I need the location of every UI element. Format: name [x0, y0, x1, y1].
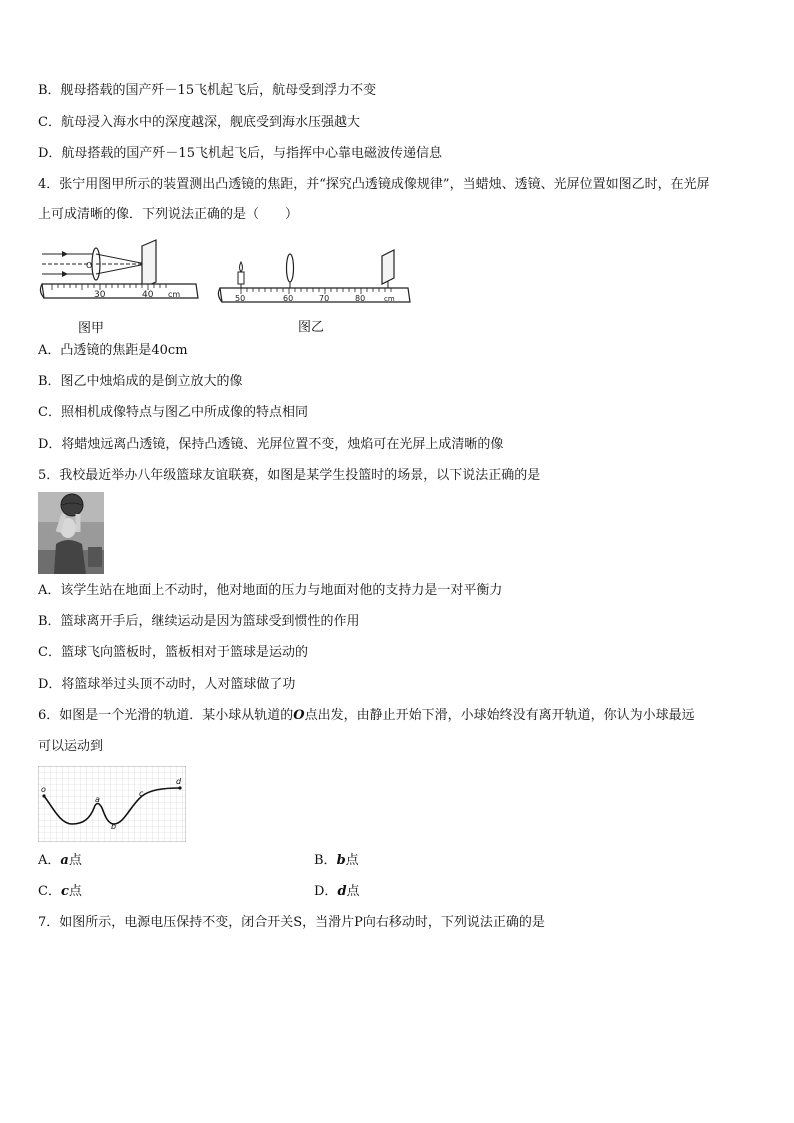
- basketball-player-photo: [38, 492, 104, 574]
- q6-option-c: [38, 883, 82, 901]
- q6-option-b-suffix: 点: [345, 853, 359, 868]
- q6-option-a-prefix: A．: [38, 853, 61, 868]
- q4-option-b: B．图乙中烛焰成的是倒立放大的像: [38, 374, 243, 389]
- q4-figure-a: [38, 234, 200, 306]
- track-label-o: o: [41, 785, 46, 794]
- q6-option-d-prefix: D．: [314, 884, 338, 899]
- q6-option-a-letter: a: [60, 853, 69, 868]
- q4-stem-line2: 上可成清晰的像．下列说法正确的是（ ）: [38, 207, 299, 222]
- fig-a-tick-40: 40: [142, 290, 154, 300]
- q6-option-d-suffix: 点: [346, 884, 360, 899]
- q6-option-d: [314, 883, 360, 901]
- q3-option-d: D．航母搭载的国产歼－15飞机起飞后，与指挥中心靠电磁波传递信息: [38, 146, 442, 161]
- track-label-b: b: [111, 822, 117, 831]
- q6-stem-line1: [38, 707, 695, 725]
- q6-option-a-suffix: 点: [68, 853, 82, 868]
- q6-option-a: [38, 852, 82, 870]
- track-label-a: a: [95, 795, 100, 804]
- q4-option-d: D．将蜡烛远离凸透镜，保持凸透镜、光屏位置不变，烛焰可在光屏上成清晰的像: [38, 437, 504, 452]
- q5-option-a: A．该学生站在地面上不动时，他对地面的压力与地面对他的支持力是一对平衡力: [38, 583, 503, 598]
- q6-option-c-letter: c: [60, 884, 69, 899]
- q5-option-d: D．将篮球举过头顶不动时，人对篮球做了功: [38, 677, 296, 692]
- q4-figure-b: [214, 246, 414, 308]
- q5-option-c: C．篮球飞向篮板时，篮板相对于篮球是运动的: [38, 645, 308, 660]
- q6-stem-part-b: 点出发，由静止开始下滑，小球始终没有离开轨道，你认为小球最远: [304, 708, 695, 723]
- fig-b-tick-unit: cm: [384, 295, 395, 303]
- q7-stem: 7．如图所示，电源电压保持不变，闭合开关S，当滑片P向右移动时，下列说法正确的是: [38, 915, 545, 930]
- fig-a-caption: 图甲: [78, 321, 105, 336]
- fig-b-caption: 图乙: [298, 320, 325, 335]
- track-label-d: d: [176, 777, 182, 786]
- q6-option-b: [314, 852, 359, 870]
- q5-option-b: B．篮球离开手后，继续运动是因为篮球受到惯性的作用: [38, 614, 360, 629]
- q3-option-c: C．航母浸入海水中的深度越深，舰底受到海水压强越大: [38, 115, 360, 130]
- fig-a-tick-30: 30: [94, 290, 106, 300]
- track-label-c: c: [139, 789, 144, 798]
- q6-option-c-prefix: C．: [38, 884, 61, 899]
- q4-option-c: C．照相机成像特点与图乙中所成像的特点相同: [38, 405, 308, 420]
- q6-stem-point-o: O: [293, 708, 305, 723]
- q5-stem: 5．我校最近举办八年级篮球友谊联赛，如图是某学生投篮时的场景，以下说法正确的是: [38, 468, 541, 483]
- fig-a-lens-label: O: [86, 261, 93, 270]
- q4-stem-line1: 4．张宁用图甲所示的装置测出凸透镜的焦距，并“探究凸透镜成像规律”，当蜡烛、透镜、光屏位置如图乙时，在光屏: [38, 177, 710, 192]
- fig-b-tick-70: 70: [319, 294, 330, 303]
- q6-option-d-letter: d: [337, 884, 347, 899]
- q6-option-c-suffix: 点: [68, 884, 82, 899]
- q3-option-b: B．舰母搭载的国产歼－15飞机起飞后，航母受到浮力不变: [38, 83, 377, 98]
- q6-option-b-prefix: B．: [314, 853, 337, 868]
- q6-stem-part-a: 6．如图是一个光滑的轨道．某小球从轨道的: [38, 708, 294, 723]
- fig-b-tick-50: 50: [235, 294, 246, 303]
- q6-stem-line2: 可以运动到: [38, 739, 104, 754]
- q6-track-figure: [38, 766, 186, 842]
- fig-b-tick-60: 60: [283, 294, 294, 303]
- q4-option-a: A．凸透镜的焦距是40cm: [38, 343, 188, 358]
- fig-b-tick-80: 80: [355, 294, 366, 303]
- q6-option-b-letter: b: [336, 853, 346, 868]
- fig-a-tick-unit: cm: [168, 290, 181, 299]
